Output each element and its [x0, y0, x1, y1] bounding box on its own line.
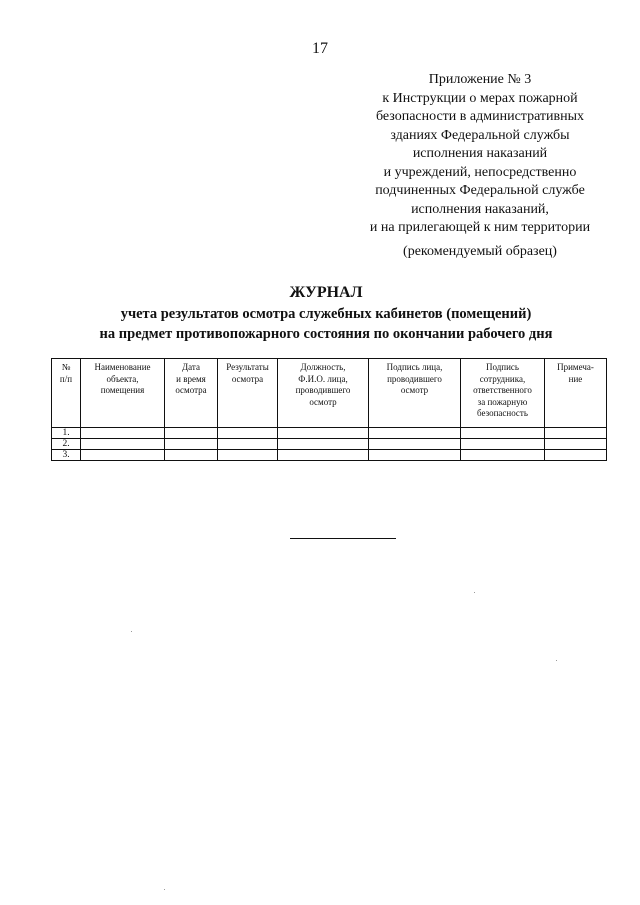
appendix-line: к Инструкции о мерах пожарной: [382, 90, 578, 106]
column-header-results: Результаты осмотра: [218, 359, 278, 428]
table-cell: [369, 428, 461, 439]
page-number: 17: [312, 40, 328, 57]
row-number: 2.: [52, 439, 81, 450]
row-number: 3.: [52, 450, 81, 461]
scan-speck: [131, 631, 132, 632]
appendix-line: исполнения наказаний: [412, 146, 548, 161]
table-cell: [218, 450, 278, 461]
table-cell: [278, 439, 369, 450]
table-cell: [278, 428, 369, 439]
table-header-row: [52, 359, 607, 428]
table-cell: [165, 450, 218, 461]
scan-speck: [164, 889, 165, 890]
table-cell: [81, 439, 165, 450]
column-header-object-name: Наименование объекта, помещения: [81, 359, 165, 428]
table-cell: [461, 428, 545, 439]
journal-subtitle-line: учета результатов осмотра служебных кабинетов (помещений): [120, 306, 532, 322]
appendix-line: безопасности в административных: [375, 109, 585, 124]
closing-rule: [290, 538, 396, 539]
table-cell: [81, 428, 165, 439]
table-cell: [545, 450, 607, 461]
appendix-line: и учреждений, непосредственно: [383, 164, 577, 180]
row-number: 1.: [52, 428, 81, 439]
scan-speck: [556, 660, 557, 661]
column-header-responsible-signature: Подпись сотрудника, ответственного за пожарную безопасность: [461, 359, 545, 428]
table-cell: [218, 428, 278, 439]
table-row: [52, 439, 607, 450]
appendix-block: [350, 71, 610, 238]
column-header-note: Примеча- ние: [545, 359, 607, 428]
table-cell: [81, 450, 165, 461]
table-cell: [278, 450, 369, 461]
column-header-inspector-signature: Подпись лица, проводившего осмотр: [369, 359, 461, 428]
table-cell: [218, 439, 278, 450]
table-row: [52, 450, 607, 461]
column-header-number: № п/п: [52, 359, 81, 428]
appendix-line: Приложение № 3: [428, 72, 532, 87]
appendix-line: подчиненных Федеральной службе: [375, 183, 585, 198]
scan-speck: [474, 592, 475, 593]
journal-table: [51, 358, 607, 461]
table-cell: [165, 439, 218, 450]
column-header-inspector: Должность, Ф.И.О. лица, проводившего осмотр: [278, 359, 369, 428]
table-cell: [165, 428, 218, 439]
table-cell: [545, 439, 607, 450]
journal-subtitle: [0, 304, 640, 344]
table-cell: [369, 450, 461, 461]
table-cell: [461, 450, 545, 461]
appendix-line: исполнения наказаний,: [411, 201, 549, 217]
appendix-line: зданиях Федеральной службы: [390, 127, 570, 143]
table-cell: [545, 428, 607, 439]
column-header-datetime: Дата и время осмотра: [165, 359, 218, 428]
table-cell: [369, 439, 461, 450]
sample-note: (рекомендуемый образец): [403, 244, 557, 259]
journal-subtitle-line: на предмет противопожарного состояния по окончании рабочего дня: [99, 326, 553, 342]
journal-title: ЖУРНАЛ: [289, 284, 363, 301]
table-row: [52, 428, 607, 439]
appendix-line: и на прилегающей к ним территории: [369, 220, 591, 235]
table-cell: [461, 439, 545, 450]
